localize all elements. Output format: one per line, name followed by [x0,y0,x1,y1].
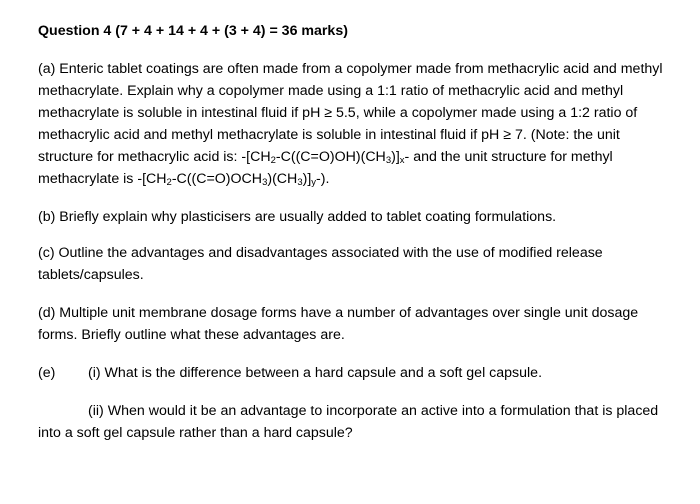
part-e-sub-ii: (ii) When would it be an advantage to incorporate an active into a formulation that is placed into a soft gel capsule rather than a hard capsule? [38,403,659,441]
part-a-text-7: )] [302,171,312,187]
part-d-text: (d) Multiple unit membrane dosage forms have a number of advantages over single unit dosage forms. Briefly outline what these advantages are. [38,305,639,343]
part-b-text: (b) Briefly explain why plasticisers are usually added to tablet coating formulations. [38,209,557,225]
part-a-text-1: (a) Enteric tablet coatings are often made from a copolymer made from methacrylic acid and methyl methacrylate. Explain why a copolymer made using a 1:1 ratio of methacrylic acid and methyl methacrylate is soluble in intestinal fluid if pH ≥ 5.5, while a copolymer made using a 1:2 ratio of methacrylic acid and methyl methacrylate is soluble in intestinal fluid if pH ≥ 7. (Note: the unit structure for methacrylic acid is: -[CH [38,61,663,165]
part-a-text-2: -C((C=O)OH)(CH [275,149,386,165]
part-a-text-3: )] [391,149,400,165]
part-a-sub-2: 3 [385,155,392,166]
part-e-label: (e) [38,365,56,381]
part-a-sub-4: 2 [166,177,172,188]
part-a-sub-1: 2 [270,155,276,166]
part-a-text-4: - and the unit structure for methyl methacrylate is -[CH [38,149,613,187]
question-document [38,20,668,444]
part-a-text-6: )(CH [267,171,298,187]
part-c-text: (c) Outline the advantages and disadvantages associated with the use of modified release tablets/capsules. [38,245,603,283]
part-a-sub-3: x [399,155,405,166]
question-title: Question 4 (7 + 4 + 14 + 4 + (3 + 4) = 36 marks) [38,23,348,39]
part-e-row [38,362,668,384]
part-a-sub-5: 3 [262,177,268,188]
part-a-sub-7: y [311,177,317,188]
part-a-sub-6: 3 [297,177,303,188]
part-a-text [38,58,668,190]
part-a-text-5: -C((C=O)OCH [171,171,263,187]
part-e-sub-i: (i) What is the difference between a hard capsule and a soft gel capsule. [88,365,543,381]
part-a-text-8: -). [316,171,330,187]
